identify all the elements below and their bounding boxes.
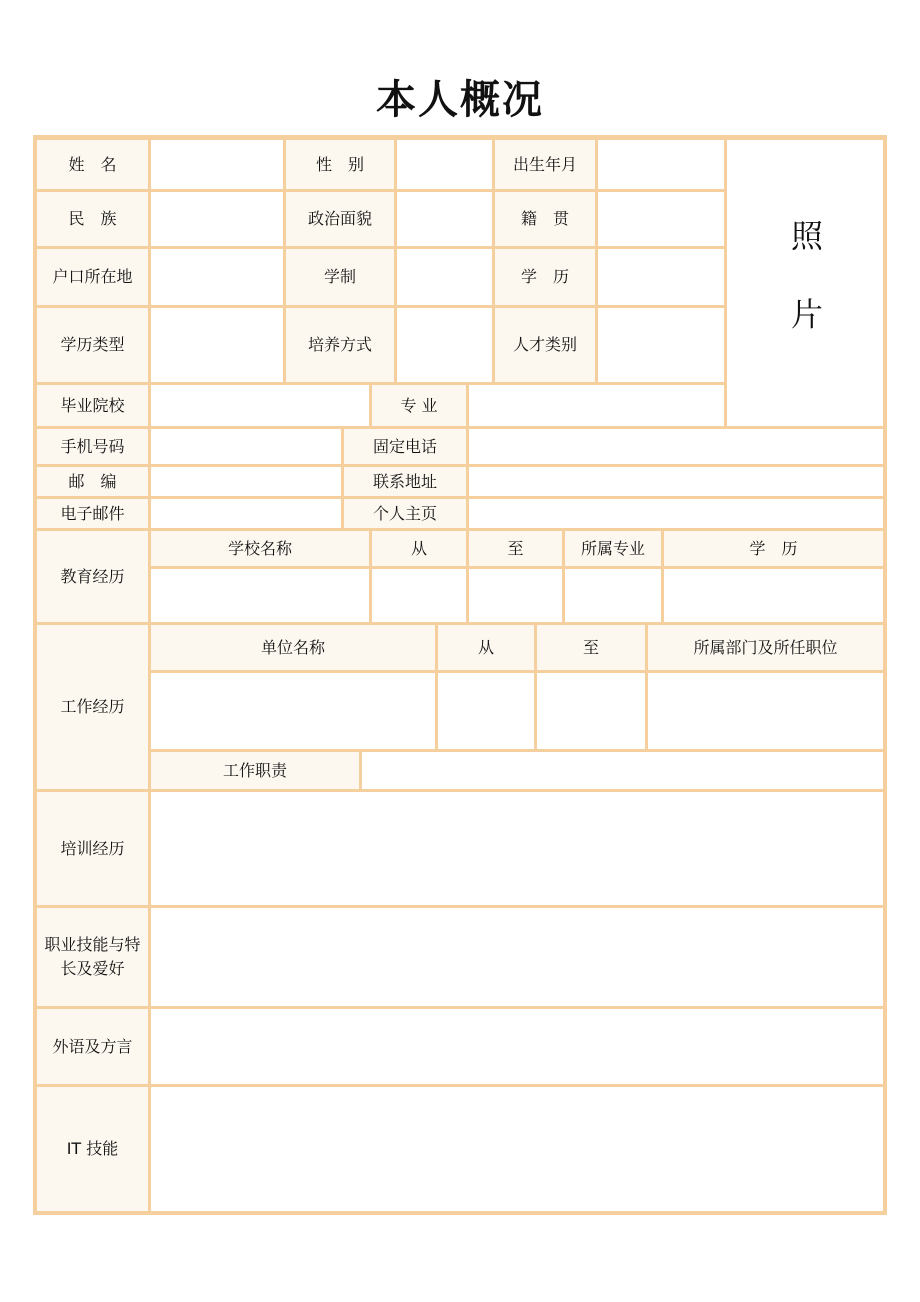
edu-header-to: 至 (469, 531, 562, 566)
name-field[interactable] (151, 140, 283, 189)
talent-type-field[interactable] (598, 308, 724, 382)
work-from-field[interactable] (438, 673, 534, 749)
birth-field[interactable] (598, 140, 724, 189)
gender-field[interactable] (397, 140, 492, 189)
work-header-from: 从 (438, 625, 534, 670)
education-label: 学 历 (495, 249, 595, 305)
hukou-label: 户口所在地 (37, 249, 148, 305)
birth-label: 出生年月 (495, 140, 595, 189)
work-duties-label: 工作职责 (151, 752, 359, 789)
training-field[interactable] (151, 792, 883, 905)
work-duties-field[interactable] (362, 752, 883, 789)
email-label: 电子邮件 (37, 499, 148, 528)
homepage-label: 个人主页 (344, 499, 466, 528)
work-header-employer: 单位名称 (151, 625, 435, 670)
edu-header-from: 从 (372, 531, 466, 566)
training-section-label: 培训经历 (37, 792, 148, 905)
gender-label: 性 别 (286, 140, 394, 189)
mobile-label: 手机号码 (37, 429, 148, 464)
edu-major-field[interactable] (565, 569, 661, 622)
native-place-field[interactable] (598, 192, 724, 246)
edu-degree-field[interactable] (664, 569, 883, 622)
graduate-school-label: 毕业院校 (37, 385, 148, 426)
postcode-label: 邮 编 (37, 467, 148, 496)
work-position-field[interactable] (648, 673, 883, 749)
work-header-position: 所属部门及所任职位 (648, 625, 883, 670)
postcode-field[interactable] (151, 467, 341, 496)
edu-school-field[interactable] (151, 569, 369, 622)
talent-type-label: 人才类别 (495, 308, 595, 382)
work-to-field[interactable] (537, 673, 645, 749)
edu-header-school: 学校名称 (151, 531, 369, 566)
edu-header-major: 所属专业 (565, 531, 661, 566)
training-mode-field[interactable] (397, 308, 492, 382)
edu-from-field[interactable] (372, 569, 466, 622)
work-header-to: 至 (537, 625, 645, 670)
profile-form-table (33, 135, 887, 1215)
training-mode-label: 培养方式 (286, 308, 394, 382)
edu-to-field[interactable] (469, 569, 562, 622)
graduate-school-field[interactable] (151, 385, 369, 426)
hukou-field[interactable] (151, 249, 283, 305)
major-label: 专 业 (372, 385, 466, 426)
ethnicity-field[interactable] (151, 192, 283, 246)
schooling-field[interactable] (397, 249, 492, 305)
politics-label: 政治面貌 (286, 192, 394, 246)
homepage-field[interactable] (469, 499, 883, 528)
native-place-label: 籍 贯 (495, 192, 595, 246)
education-type-label: 学历类型 (37, 308, 148, 382)
languages-section-label: 外语及方言 (37, 1009, 148, 1084)
education-field[interactable] (598, 249, 724, 305)
it-skills-section-label: IT 技能 (37, 1087, 148, 1211)
address-field[interactable] (469, 467, 883, 496)
education-type-field[interactable] (151, 308, 283, 382)
address-label: 联系地址 (344, 467, 466, 496)
skills-section-label: 职业技能与特长及爱好 (37, 908, 148, 1006)
skills-field[interactable] (151, 908, 883, 1006)
work-employer-field[interactable] (151, 673, 435, 749)
languages-field[interactable] (151, 1009, 883, 1084)
schooling-label: 学制 (286, 249, 394, 305)
page-title: 本人概况 (376, 77, 544, 123)
work-section-label: 工作经历 (37, 625, 148, 789)
major-field[interactable] (469, 385, 724, 426)
photo-label: 照 片 (786, 218, 824, 348)
photo-box[interactable] (727, 140, 883, 426)
landline-field[interactable] (469, 429, 883, 464)
it-skills-field[interactable] (151, 1087, 883, 1211)
mobile-field[interactable] (151, 429, 341, 464)
name-label: 姓 名 (37, 140, 148, 189)
ethnicity-label: 民 族 (37, 192, 148, 246)
politics-field[interactable] (397, 192, 492, 246)
education-section-label: 教育经历 (37, 531, 148, 622)
landline-label: 固定电话 (344, 429, 466, 464)
email-field[interactable] (151, 499, 341, 528)
edu-header-degree: 学 历 (664, 531, 883, 566)
